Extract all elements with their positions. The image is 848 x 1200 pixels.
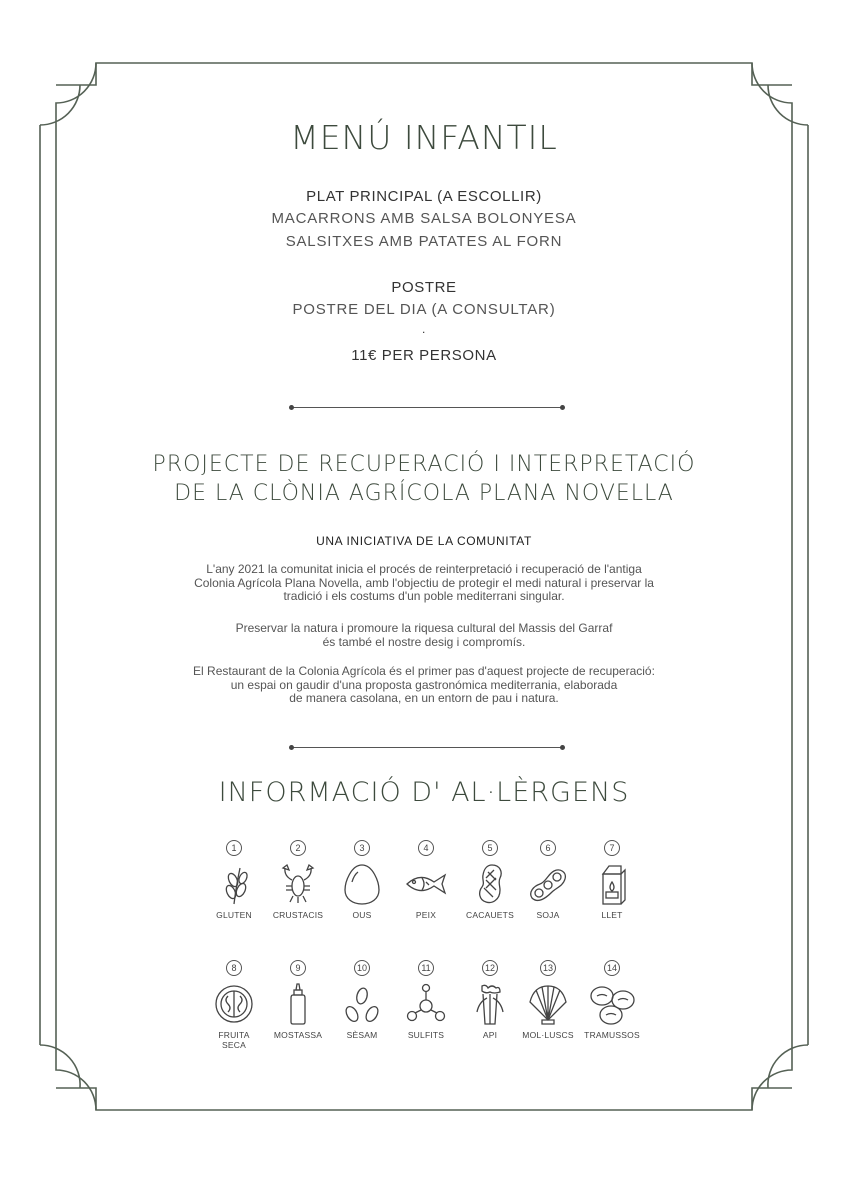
allergen-number: 4 (418, 840, 434, 856)
allergen-number: 5 (482, 840, 498, 856)
paragraph-3 (0, 665, 848, 706)
walnut-icon (214, 982, 254, 1026)
soy-icon (528, 862, 568, 906)
allergens-title: INFORMACIÓ D' AL·LÈRGENS (218, 777, 630, 808)
allergen-label: MOL·LUSCS (522, 1030, 574, 1040)
allergen-number: 11 (418, 960, 434, 976)
allergen-label: API (482, 1030, 498, 1040)
allergen-number: 12 (482, 960, 498, 976)
allergen-label: SÈSAM (346, 1030, 378, 1040)
allergen-label: OUS (352, 910, 372, 920)
allergen-label: TRAMUSSOS (584, 1030, 640, 1040)
main-course-heading: PLAT PRINCIPAL (A ESCOLLIR) (306, 188, 542, 205)
allergen-number: 6 (540, 840, 556, 856)
dessert-heading: POSTRE (391, 279, 457, 296)
project-title-line: DE LA CLÒNIA AGRÍCOLA PLANA NOVELLA (174, 481, 674, 506)
paragraph-line: de manera casolana, en un entorn de pau i natura. (289, 691, 559, 705)
peanut-icon (470, 862, 510, 906)
paragraph-1 (0, 563, 848, 604)
celery-icon (470, 982, 510, 1026)
price: 11€ PER PERSONA (351, 347, 497, 364)
allergen-number: 13 (540, 960, 556, 976)
allergen-lupin (572, 958, 652, 1040)
sesame-icon (342, 982, 382, 1026)
lobster-icon (278, 862, 318, 906)
lupin-icon (587, 982, 637, 1026)
allergen-number: 7 (604, 840, 620, 856)
shell-icon (526, 982, 570, 1026)
allergen-number: 8 (226, 960, 242, 976)
wheat-icon (214, 862, 254, 906)
project-title-line: PROJECTE DE RECUPERACIÓ I INTERPRETACIÓ (152, 452, 696, 477)
project-subtitle: UNA INICIATIVA DE LA COMUNITAT (316, 534, 532, 548)
egg-icon (342, 862, 382, 906)
main-course-item: SALSITXES AMB PATATES AL FORN (285, 233, 563, 250)
paragraph-line: El Restaurant de la Colonia Agrícola és el primer pas d'aquest projecte de recuperació: (193, 664, 655, 678)
separator-dot: . (422, 322, 426, 336)
dessert-item: POSTRE DEL DIA (A CONSULTAR) (292, 301, 556, 318)
divider (292, 407, 562, 408)
project-title (0, 450, 848, 508)
paragraph-2 (0, 622, 848, 649)
paragraph-line: un espai on gaudir d'una proposta gastronómica mediterrania, elaborada (230, 677, 618, 692)
allergen-label: LLET (601, 910, 623, 920)
allergen-label: FRUITA SECA (218, 1030, 250, 1050)
mustard-icon (278, 982, 318, 1026)
milk-icon (592, 862, 632, 906)
fish-icon (404, 862, 448, 906)
sulphite-icon (404, 982, 448, 1026)
main-course-item: MACARRONS AMB SALSA BOLONYESA (271, 210, 577, 227)
allergen-number: 1 (226, 840, 242, 856)
allergen-number: 2 (290, 840, 306, 856)
allergen-milk (572, 838, 652, 920)
allergen-label: SULFITS (407, 1030, 445, 1040)
divider (292, 747, 562, 748)
paragraph-line: tradició i els costums d'un poble mediterrani singular. (283, 589, 565, 603)
paragraph-line: Preservar la natura i promoure la riquesa cultural del Massis del Garraf (235, 621, 613, 635)
allergen-number: 3 (354, 840, 370, 856)
allergen-label: PEIX (415, 910, 437, 920)
allergen-label: CACAUETS (466, 910, 514, 920)
allergen-number: 10 (354, 960, 370, 976)
paragraph-line: L'any 2021 la comunitat inicia el procés de reinterpretació i recuperació de l'antiga (206, 562, 642, 576)
menu-title: MENÚ INFANTIL (290, 118, 558, 157)
allergen-label: GLUTEN (216, 910, 252, 920)
allergen-number: 14 (604, 960, 620, 976)
allergen-label: CRUSTACIS (272, 910, 324, 920)
allergen-number: 9 (290, 960, 306, 976)
paragraph-line: és també el nostre desig i compromís. (322, 634, 526, 649)
allergen-label: MOSTASSA (273, 1030, 323, 1040)
allergen-label: SOJA (536, 910, 560, 920)
paragraph-line: Colonia Agrícola Plana Novella, amb l'objectiu de protegir el medi natural i preservar la (194, 575, 654, 590)
